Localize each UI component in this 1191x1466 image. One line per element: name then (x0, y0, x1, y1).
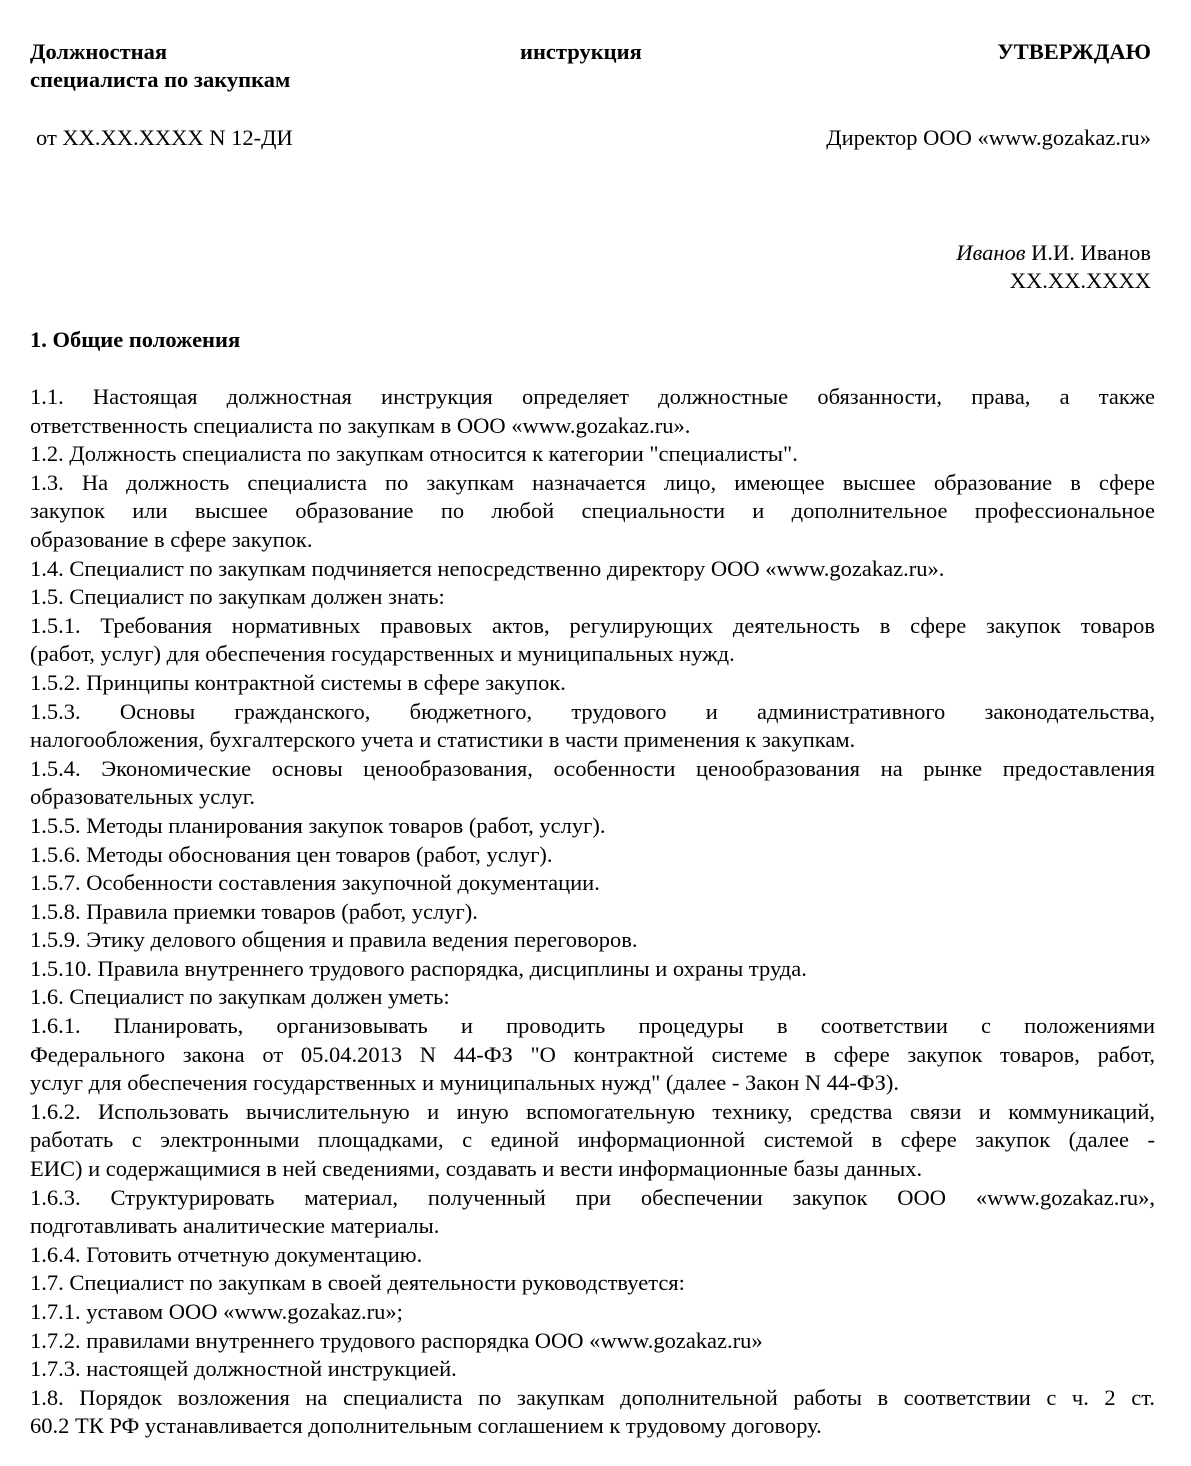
paragraph-line: 1.6.4. Готовить отчетную документацию. (30, 1241, 423, 1267)
paragraph-line: 1.4. Специалист по закупкам подчиняется непосредственно директору ООО «www.gozakaz.ru». (30, 555, 945, 581)
document-number: от XX.XX.XXXX N 12-ДИ (36, 125, 293, 150)
paragraph (30, 469, 1155, 555)
paragraph (30, 1384, 1155, 1441)
paragraph-line: услуг для обеспечения государственных и муниципальных нужд" (далее - Закон N 44-ФЗ). (30, 1070, 899, 1096)
paragraph-line: (работ, услуг) для обеспечения государственных и муниципальных нужд. (30, 641, 735, 667)
paragraph-line: ответственность специалиста по закупкам в ООО «www.gozakaz.ru». (30, 412, 691, 438)
paragraph-line: закупок или высшее образование по любой специальности и дополнительное профессиональное (30, 498, 1155, 524)
paragraph (30, 1012, 1155, 1098)
paragraph-line: работать с электронными площадками, с единой информационной системой в сфере закупок (далее - (30, 1127, 1155, 1153)
paragraph (30, 983, 1155, 1012)
paragraph-line: 1.5.7. Особенности составления закупочной документации. (30, 870, 600, 896)
paragraph-line: 1.6.1. Планировать, организовывать и проводить процедуры в соответствии с положениями (30, 1013, 1155, 1039)
paragraph-line: 1.5.3. Основы гражданского, бюджетного, трудового и административного законодательства, (30, 698, 1155, 724)
paragraph-line: подготавливать аналитические материалы. (30, 1213, 440, 1239)
paragraph-line: 1.3. На должность специалиста по закупкам назначается лицо, имеющее высшее образование в сфере (30, 469, 1155, 495)
paragraph-line: налогообложения, бухгалтерского учета и статистики в части применения к закупкам. (30, 727, 856, 753)
paragraph-line: ЕИС) и содержащимися в ней сведениями, создавать и вести информационные базы данных. (30, 1156, 923, 1182)
paragraph (30, 926, 1155, 955)
paragraph-line: образовательных услуг. (30, 784, 256, 810)
paragraph-line: 1.2. Должность специалиста по закупкам относится к категории "специалисты". (30, 441, 798, 467)
paragraph (30, 555, 1155, 584)
paragraph (30, 869, 1155, 898)
paragraph (30, 440, 1155, 469)
paragraph-line: 1.8. Порядок возложения на специалиста по закупкам дополнительной работы в соответствии с ч. 2 ст. (30, 1384, 1155, 1410)
paragraph-line: 1.1. Настоящая должностная инструкция определяет должностные обязанности, права, а также (30, 384, 1155, 409)
signature: Иванов (956, 240, 1026, 265)
paragraph-line: 1.6.3. Структурировать материал, полученный при обеспечении закупок ООО «www.gozakaz.ru», (30, 1184, 1155, 1210)
paragraph-line: 1.5.6. Методы обоснования цен товаров (работ, услуг). (30, 841, 553, 867)
paragraph (30, 1184, 1155, 1241)
paragraph-line: 1.5.2. Принципы контрактной системы в сфере закупок. (30, 669, 566, 695)
paragraph (30, 612, 1155, 669)
paragraph (30, 955, 1155, 984)
paragraph (30, 669, 1155, 698)
signature-line (956, 239, 1151, 268)
paragraph-line: 1.7.2. правилами внутреннего трудового распорядка ООО «www.gozakaz.ru» (30, 1327, 763, 1353)
paragraph (30, 1269, 1155, 1298)
title-word-2: инструкция (520, 39, 642, 64)
sign-date: XX.XX.XXXX (1009, 268, 1151, 293)
paragraph (30, 1355, 1155, 1384)
paragraph (30, 1241, 1155, 1270)
paragraph-line: 1.7. Специалист по закупкам в своей деятельности руководствуется: (30, 1270, 685, 1296)
paragraph-line: 1.5.10. Правила внутреннего трудового распорядка, дисциплины и охраны труда. (30, 955, 807, 981)
paragraph-line: 60.2 ТК РФ устанавливается дополнительным соглашением к трудовому договору. (30, 1413, 822, 1439)
paragraph (30, 383, 1155, 440)
paragraph-line: 1.6.2. Использовать вычислительную и иную вспомогательную технику, средства связи и коммуникаций, (30, 1098, 1155, 1124)
section-title: 1. Общие положения (30, 327, 241, 352)
paragraph (30, 1327, 1155, 1356)
title-line-2: специалиста по закупкам (30, 67, 291, 92)
paragraph-line: 1.7.1. уставом ООО «www.gozakaz.ru»; (30, 1299, 403, 1324)
paragraph-line: 1.5.9. Этику делового общения и правила ведения переговоров. (30, 927, 638, 953)
title-word-1: Должностная (30, 39, 168, 64)
paragraph (30, 1298, 1155, 1327)
director-line: Директор ООО «www.gozakaz.ru» (826, 125, 1151, 150)
paragraph (30, 1098, 1155, 1184)
paragraph-line: 1.5.1. Требования нормативных правовых актов, регулирующих деятельность в сфере закупок товаров (30, 612, 1155, 638)
paragraph-line: 1.5.5. Методы планирования закупок товаров (работ, услуг). (30, 812, 606, 838)
document-body (30, 383, 1155, 1441)
signer-name: И.И. Иванов (1031, 240, 1151, 265)
paragraph-line: Федерального закона от 05.04.2013 N 44-ФЗ "О контрактной системе в сфере закупок товаров, работ, (30, 1041, 1155, 1067)
paragraph-line: 1.5.8. Правила приемки товаров (работ, услуг). (30, 898, 478, 924)
paragraph-line: 1.5. Специалист по закупкам должен знать: (30, 584, 445, 610)
paragraph-line: 1.5.4. Экономические основы ценообразования, особенности ценообразования на рынке предоставления (30, 755, 1155, 781)
approve-label: УТВЕРЖДАЮ (997, 39, 1151, 64)
paragraph (30, 812, 1155, 841)
paragraph-line: 1.7.3. настоящей должностной инструкцией. (30, 1356, 457, 1382)
paragraph-line: 1.6. Специалист по закупкам должен уметь: (30, 984, 450, 1010)
paragraph-line: образование в сфере закупок. (30, 526, 313, 552)
paragraph (30, 755, 1155, 812)
paragraph (30, 898, 1155, 927)
paragraph (30, 841, 1155, 870)
paragraph (30, 583, 1155, 612)
paragraph (30, 698, 1155, 755)
